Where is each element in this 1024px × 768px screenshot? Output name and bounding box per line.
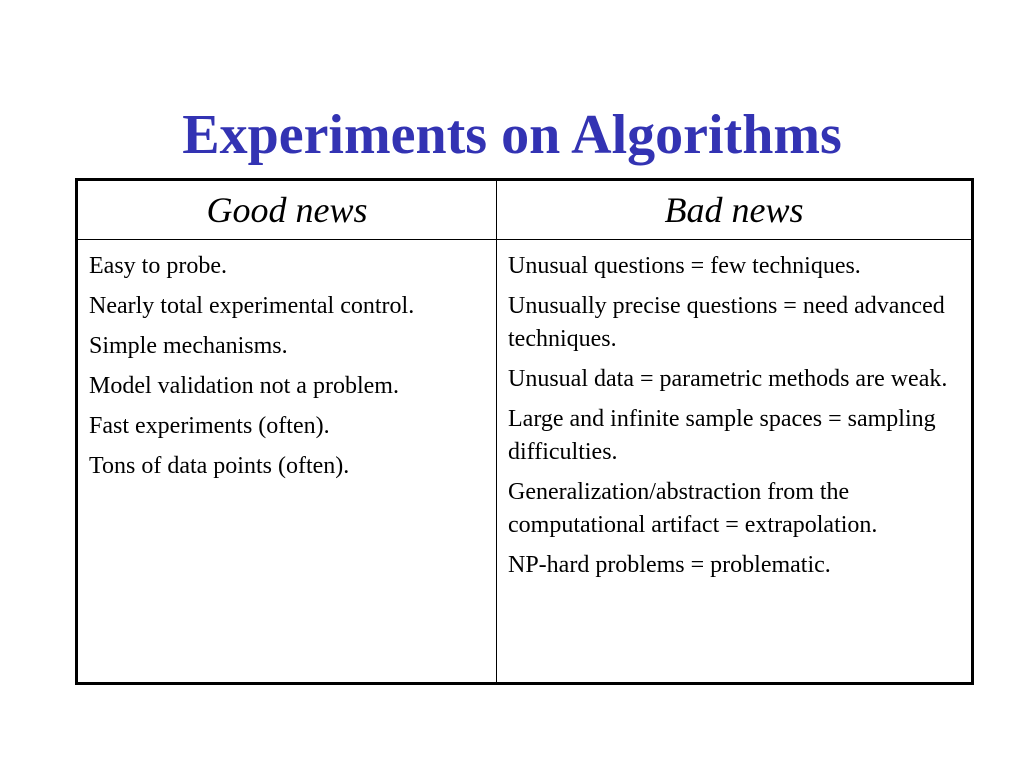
bad-news-item: Large and infinite sample spaces = sampling difficulties. bbox=[508, 406, 936, 465]
bad-news-header: Bad news bbox=[664, 190, 804, 230]
good-news-item: Tons of data points (often). bbox=[89, 453, 350, 479]
good-news-header: Good news bbox=[78, 181, 497, 239]
slide-title: Experiments on Algorithms bbox=[182, 104, 842, 166]
bad-news-item: Generalization/abstraction from the computational artifact = extrapolation. bbox=[508, 479, 878, 538]
bad-news-cell bbox=[497, 240, 971, 682]
bad-news-item: Unusual questions = few techniques. bbox=[508, 253, 861, 279]
good-news-item: Model validation not a problem. bbox=[89, 373, 399, 399]
bad-news-item: NP-hard problems = problematic. bbox=[508, 552, 831, 578]
table-header-row bbox=[78, 181, 971, 240]
good-news-item: Easy to probe. bbox=[89, 253, 227, 279]
news-table bbox=[75, 178, 974, 685]
good-news-item: Simple mechanisms. bbox=[89, 333, 288, 359]
table-body-row bbox=[78, 240, 971, 682]
bad-news-item: Unusual data = parametric methods are weak. bbox=[508, 366, 948, 392]
good-news-item: Fast experiments (often). bbox=[89, 413, 330, 439]
good-news-item: Nearly total experimental control. bbox=[89, 293, 415, 319]
bad-news-item: Unusually precise questions = need advanced techniques. bbox=[508, 293, 945, 352]
good-news-cell bbox=[78, 240, 497, 682]
